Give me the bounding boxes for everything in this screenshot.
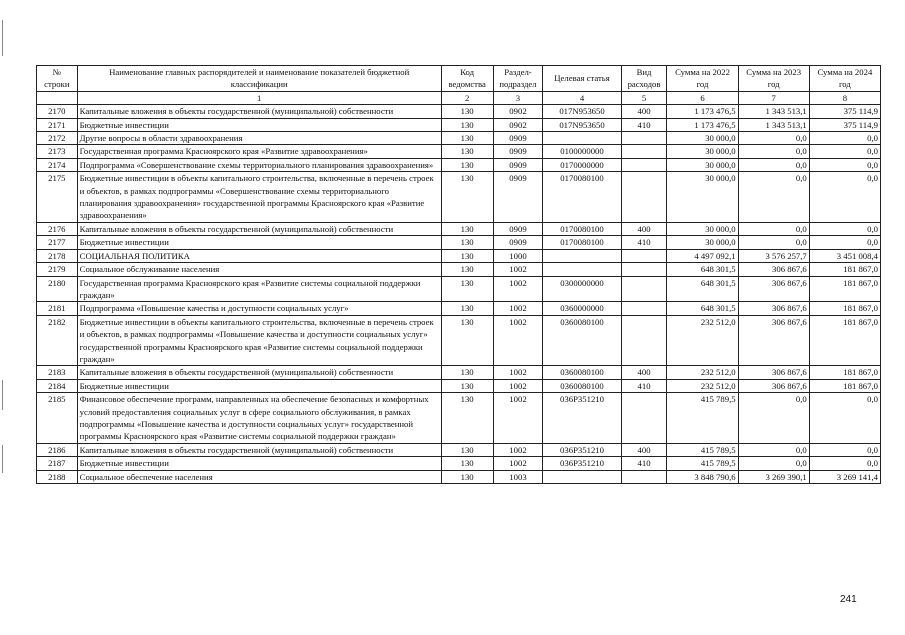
- cell-sum-2022: 30 000,0: [667, 222, 738, 235]
- cell-expense-type: 410: [621, 118, 667, 131]
- cell-name: Социальное обеспечение населения: [77, 470, 441, 483]
- cell-expense-type: [621, 263, 667, 276]
- cell-expense-type: [621, 315, 667, 366]
- header-sum-2023: Сумма на 2023 год: [738, 66, 809, 92]
- table-row: [37, 276, 881, 302]
- table-row: [37, 366, 881, 379]
- cell-sum-2024: 0,0: [809, 158, 880, 171]
- header-name: Наименование главных распорядителей и наименование показателей бюджетной классификации: [77, 66, 441, 92]
- header-section: Раздел-подраздел: [493, 66, 543, 92]
- header-sum-2024: Сумма на 2024 год: [809, 66, 880, 92]
- cell-dept-code: 130: [441, 158, 493, 171]
- cell-target-article: 0170000000: [543, 158, 621, 171]
- cell-sum-2024: 375 114,9: [809, 105, 880, 118]
- cell-sum-2024: 0,0: [809, 443, 880, 456]
- table-header: [37, 66, 881, 105]
- cell-row-number: 2177: [37, 236, 78, 249]
- cell-row-number: 2175: [37, 172, 78, 223]
- header-col-number: 4: [543, 91, 621, 104]
- budget-table: [36, 65, 881, 484]
- cell-name: Бюджетные инвестиции в объекты капитального строительства, включенные в перечень строек и объектов, в рамках подпрограммы «Повышение качества и доступности социальных услуг» государственной программы Красноярского края «Развитие системы социальной поддержки граждан»: [77, 315, 441, 366]
- cell-sum-2024: 0,0: [809, 393, 880, 444]
- cell-sum-2023: 306 867,6: [738, 263, 809, 276]
- cell-sum-2022: 4 497 092,1: [667, 249, 738, 262]
- cell-dept-code: 130: [441, 379, 493, 392]
- cell-expense-type: [621, 172, 667, 223]
- cell-expense-type: [621, 132, 667, 145]
- cell-target-article: [543, 249, 621, 262]
- cell-target-article: 0360080100: [543, 315, 621, 366]
- cell-name: СОЦИАЛЬНАЯ ПОЛИТИКА: [77, 249, 441, 262]
- cell-sum-2023: 306 867,6: [738, 315, 809, 366]
- table-row: [37, 236, 881, 249]
- table-body: [37, 105, 881, 484]
- cell-target-article: 036P351210: [543, 393, 621, 444]
- header-col-number: 2: [441, 91, 493, 104]
- cell-section: 1002: [493, 302, 543, 315]
- cell-sum-2023: 1 343 513,1: [738, 118, 809, 131]
- cell-sum-2024: 0,0: [809, 222, 880, 235]
- cell-sum-2023: 0,0: [738, 222, 809, 235]
- cell-sum-2023: 0,0: [738, 393, 809, 444]
- cell-row-number: 2182: [37, 315, 78, 366]
- cell-dept-code: 130: [441, 393, 493, 444]
- cell-row-number: 2188: [37, 470, 78, 483]
- cell-expense-type: [621, 302, 667, 315]
- cell-row-number: 2186: [37, 443, 78, 456]
- cell-expense-type: [621, 249, 667, 262]
- cell-sum-2023: 306 867,6: [738, 379, 809, 392]
- cell-section: 1002: [493, 315, 543, 366]
- cell-sum-2022: 415 789,5: [667, 457, 738, 470]
- cell-sum-2023: 0,0: [738, 132, 809, 145]
- cell-name: Подпрограмма «Совершенствование схемы территориального планирования здравоохранения»: [77, 158, 441, 171]
- cell-name: Бюджетные инвестиции: [77, 118, 441, 131]
- cell-sum-2022: 1 173 476,5: [667, 105, 738, 118]
- cell-row-number: 2180: [37, 276, 78, 302]
- cell-name: Социальное обслуживание населения: [77, 263, 441, 276]
- cell-dept-code: 130: [441, 470, 493, 483]
- cell-sum-2024: 181 867,0: [809, 366, 880, 379]
- cell-sum-2022: 30 000,0: [667, 236, 738, 249]
- cell-dept-code: 130: [441, 222, 493, 235]
- table-row: [37, 263, 881, 276]
- cell-dept-code: 130: [441, 302, 493, 315]
- cell-section: 0909: [493, 132, 543, 145]
- cell-row-number: 2179: [37, 263, 78, 276]
- cell-sum-2023: 3 269 390,1: [738, 470, 809, 483]
- cell-expense-type: 410: [621, 457, 667, 470]
- cell-row-number: 2170: [37, 105, 78, 118]
- cell-target-article: [543, 132, 621, 145]
- cell-expense-type: 400: [621, 105, 667, 118]
- cell-dept-code: 130: [441, 132, 493, 145]
- cell-sum-2024: 181 867,0: [809, 276, 880, 302]
- cell-name: Подпрограмма «Повышение качества и доступности социальных услуг»: [77, 302, 441, 315]
- cell-sum-2022: 30 000,0: [667, 132, 738, 145]
- cell-sum-2024: 181 867,0: [809, 315, 880, 366]
- table-row: [37, 145, 881, 158]
- cell-target-article: 0360000000: [543, 302, 621, 315]
- cell-sum-2023: 0,0: [738, 145, 809, 158]
- header-col-number: 6: [667, 91, 738, 104]
- table-row: [37, 158, 881, 171]
- cell-section: 1003: [493, 470, 543, 483]
- cell-target-article: 0360080100: [543, 379, 621, 392]
- cell-sum-2023: 3 576 257,7: [738, 249, 809, 262]
- cell-sum-2024: 0,0: [809, 457, 880, 470]
- cell-section: 1002: [493, 393, 543, 444]
- cell-sum-2022: 415 789,5: [667, 393, 738, 444]
- cell-row-number: 2183: [37, 366, 78, 379]
- cell-sum-2023: 306 867,6: [738, 276, 809, 302]
- cell-section: 1002: [493, 366, 543, 379]
- table-row: [37, 222, 881, 235]
- cell-name: Другие вопросы в области здравоохранения: [77, 132, 441, 145]
- table-row: [37, 457, 881, 470]
- cell-sum-2022: 648 301,5: [667, 302, 738, 315]
- cell-section: 0909: [493, 172, 543, 223]
- header-col-number: 7: [738, 91, 809, 104]
- cell-section: 0902: [493, 105, 543, 118]
- cell-name: Финансовое обеспечение программ, направленных на обеспечение безопасных и комфортных условий предоставления социальных услуг в сфере социального обслуживания, в рамках подпрограммы «Повышение качества и доступности социальных услуг» государственной программы Красноярского края «Развитие системы социальной поддержки граждан»: [77, 393, 441, 444]
- scan-edge-mark: [2, 20, 3, 56]
- header-row-numbers: [37, 91, 881, 104]
- cell-expense-type: [621, 393, 667, 444]
- cell-sum-2024: 3 451 008,4: [809, 249, 880, 262]
- cell-target-article: 036P351210: [543, 443, 621, 456]
- cell-dept-code: 130: [441, 172, 493, 223]
- cell-sum-2022: 232 512,0: [667, 315, 738, 366]
- cell-sum-2022: 1 173 476,5: [667, 118, 738, 131]
- header-row-titles: [37, 66, 881, 92]
- cell-dept-code: 130: [441, 263, 493, 276]
- cell-sum-2022: 232 512,0: [667, 366, 738, 379]
- cell-row-number: 2185: [37, 393, 78, 444]
- cell-target-article: 0170080100: [543, 222, 621, 235]
- table-row: [37, 118, 881, 131]
- table-row: [37, 132, 881, 145]
- cell-row-number: 2176: [37, 222, 78, 235]
- cell-target-article: 0170080100: [543, 172, 621, 223]
- cell-sum-2023: 306 867,6: [738, 302, 809, 315]
- cell-expense-type: 410: [621, 236, 667, 249]
- cell-target-article: 0300000000: [543, 276, 621, 302]
- cell-sum-2022: 30 000,0: [667, 158, 738, 171]
- cell-sum-2024: 375 114,9: [809, 118, 880, 131]
- cell-sum-2023: 1 343 513,1: [738, 105, 809, 118]
- cell-dept-code: 130: [441, 443, 493, 456]
- cell-target-article: 0170080100: [543, 236, 621, 249]
- header-col-number: 5: [621, 91, 667, 104]
- cell-sum-2024: 181 867,0: [809, 302, 880, 315]
- cell-row-number: 2172: [37, 132, 78, 145]
- scan-edge-mark: [2, 380, 3, 410]
- cell-name: Капитальные вложения в объекты государственной (муниципальной) собственности: [77, 222, 441, 235]
- cell-target-article: 017N953650: [543, 118, 621, 131]
- cell-sum-2023: 0,0: [738, 172, 809, 223]
- cell-target-article: 0100000000: [543, 145, 621, 158]
- cell-sum-2022: 415 789,5: [667, 443, 738, 456]
- cell-sum-2023: 0,0: [738, 158, 809, 171]
- header-col-number: [37, 91, 78, 104]
- cell-sum-2022: 30 000,0: [667, 172, 738, 223]
- cell-row-number: 2184: [37, 379, 78, 392]
- header-target-article: Целевая статья: [543, 66, 621, 92]
- cell-name: Государственная программа Красноярского края «Развитие системы социальной поддержки граждан»: [77, 276, 441, 302]
- header-dept-code: Код ведомства: [441, 66, 493, 92]
- cell-sum-2024: 0,0: [809, 145, 880, 158]
- cell-row-number: 2171: [37, 118, 78, 131]
- cell-section: 1002: [493, 379, 543, 392]
- table-row: [37, 302, 881, 315]
- table-row: [37, 105, 881, 118]
- cell-section: 0909: [493, 236, 543, 249]
- table-row: [37, 172, 881, 223]
- cell-row-number: 2178: [37, 249, 78, 262]
- cell-sum-2024: 181 867,0: [809, 263, 880, 276]
- cell-sum-2022: 232 512,0: [667, 379, 738, 392]
- cell-expense-type: 410: [621, 379, 667, 392]
- cell-sum-2022: 3 848 790,6: [667, 470, 738, 483]
- page-number: 241: [840, 594, 857, 605]
- cell-sum-2024: 0,0: [809, 172, 880, 223]
- cell-dept-code: 130: [441, 118, 493, 131]
- header-col-number: 3: [493, 91, 543, 104]
- cell-dept-code: 130: [441, 276, 493, 302]
- header-col-number: 1: [77, 91, 441, 104]
- header-sum-2022: Сумма на 2022 год: [667, 66, 738, 92]
- table-row: [37, 393, 881, 444]
- cell-sum-2024: 181 867,0: [809, 379, 880, 392]
- cell-name: Государственная программа Красноярского края «Развитие здравоохранения»: [77, 145, 441, 158]
- cell-sum-2022: 648 301,5: [667, 276, 738, 302]
- cell-name: Бюджетные инвестиции в объекты капитального строительства, включенные в перечень строек и объектов, в рамках подпрограммы «Совершенствование схемы территориального планирования здравоохранения» государственной программы Красноярского края «Развитие здравоохранения»: [77, 172, 441, 223]
- cell-dept-code: 130: [441, 457, 493, 470]
- table-row: [37, 315, 881, 366]
- cell-dept-code: 130: [441, 315, 493, 366]
- cell-section: 0909: [493, 158, 543, 171]
- cell-sum-2023: 306 867,6: [738, 366, 809, 379]
- cell-expense-type: [621, 276, 667, 302]
- cell-section: 0909: [493, 222, 543, 235]
- cell-sum-2023: 0,0: [738, 236, 809, 249]
- cell-expense-type: [621, 145, 667, 158]
- table-row: [37, 443, 881, 456]
- cell-target-article: [543, 470, 621, 483]
- cell-name: Капитальные вложения в объекты государственной (муниципальной) собственности: [77, 366, 441, 379]
- cell-dept-code: 130: [441, 366, 493, 379]
- cell-dept-code: 130: [441, 105, 493, 118]
- cell-target-article: 017N953650: [543, 105, 621, 118]
- cell-sum-2022: 30 000,0: [667, 145, 738, 158]
- cell-sum-2024: 0,0: [809, 132, 880, 145]
- cell-dept-code: 130: [441, 249, 493, 262]
- cell-dept-code: 130: [441, 236, 493, 249]
- scan-edge-mark: [2, 445, 3, 473]
- cell-sum-2023: 0,0: [738, 443, 809, 456]
- cell-name: Капитальные вложения в объекты государственной (муниципальной) собственности: [77, 443, 441, 456]
- cell-name: Бюджетные инвестиции: [77, 457, 441, 470]
- cell-expense-type: [621, 158, 667, 171]
- cell-sum-2023: 0,0: [738, 457, 809, 470]
- cell-sum-2024: 0,0: [809, 236, 880, 249]
- cell-sum-2022: 648 301,5: [667, 263, 738, 276]
- cell-dept-code: 130: [441, 145, 493, 158]
- table-row: [37, 379, 881, 392]
- cell-name: Бюджетные инвестиции: [77, 236, 441, 249]
- cell-expense-type: [621, 470, 667, 483]
- cell-section: 0902: [493, 118, 543, 131]
- cell-row-number: 2181: [37, 302, 78, 315]
- header-expense-type: Вид расходов: [621, 66, 667, 92]
- cell-section: 1000: [493, 249, 543, 262]
- cell-target-article: [543, 263, 621, 276]
- cell-name: Капитальные вложения в объекты государственной (муниципальной) собственности: [77, 105, 441, 118]
- cell-name: Бюджетные инвестиции: [77, 379, 441, 392]
- cell-section: 1002: [493, 443, 543, 456]
- cell-expense-type: 400: [621, 222, 667, 235]
- header-col-number: 8: [809, 91, 880, 104]
- cell-sum-2024: 3 269 141,4: [809, 470, 880, 483]
- cell-row-number: 2174: [37, 158, 78, 171]
- table-row: [37, 470, 881, 483]
- header-row-number: № строки: [37, 66, 78, 92]
- cell-target-article: 036P351210: [543, 457, 621, 470]
- cell-section: 1002: [493, 276, 543, 302]
- cell-expense-type: 400: [621, 443, 667, 456]
- cell-row-number: 2187: [37, 457, 78, 470]
- cell-row-number: 2173: [37, 145, 78, 158]
- table-row: [37, 249, 881, 262]
- cell-expense-type: 400: [621, 366, 667, 379]
- cell-section: 0909: [493, 145, 543, 158]
- cell-target-article: 0360080100: [543, 366, 621, 379]
- cell-section: 1002: [493, 457, 543, 470]
- cell-section: 1002: [493, 263, 543, 276]
